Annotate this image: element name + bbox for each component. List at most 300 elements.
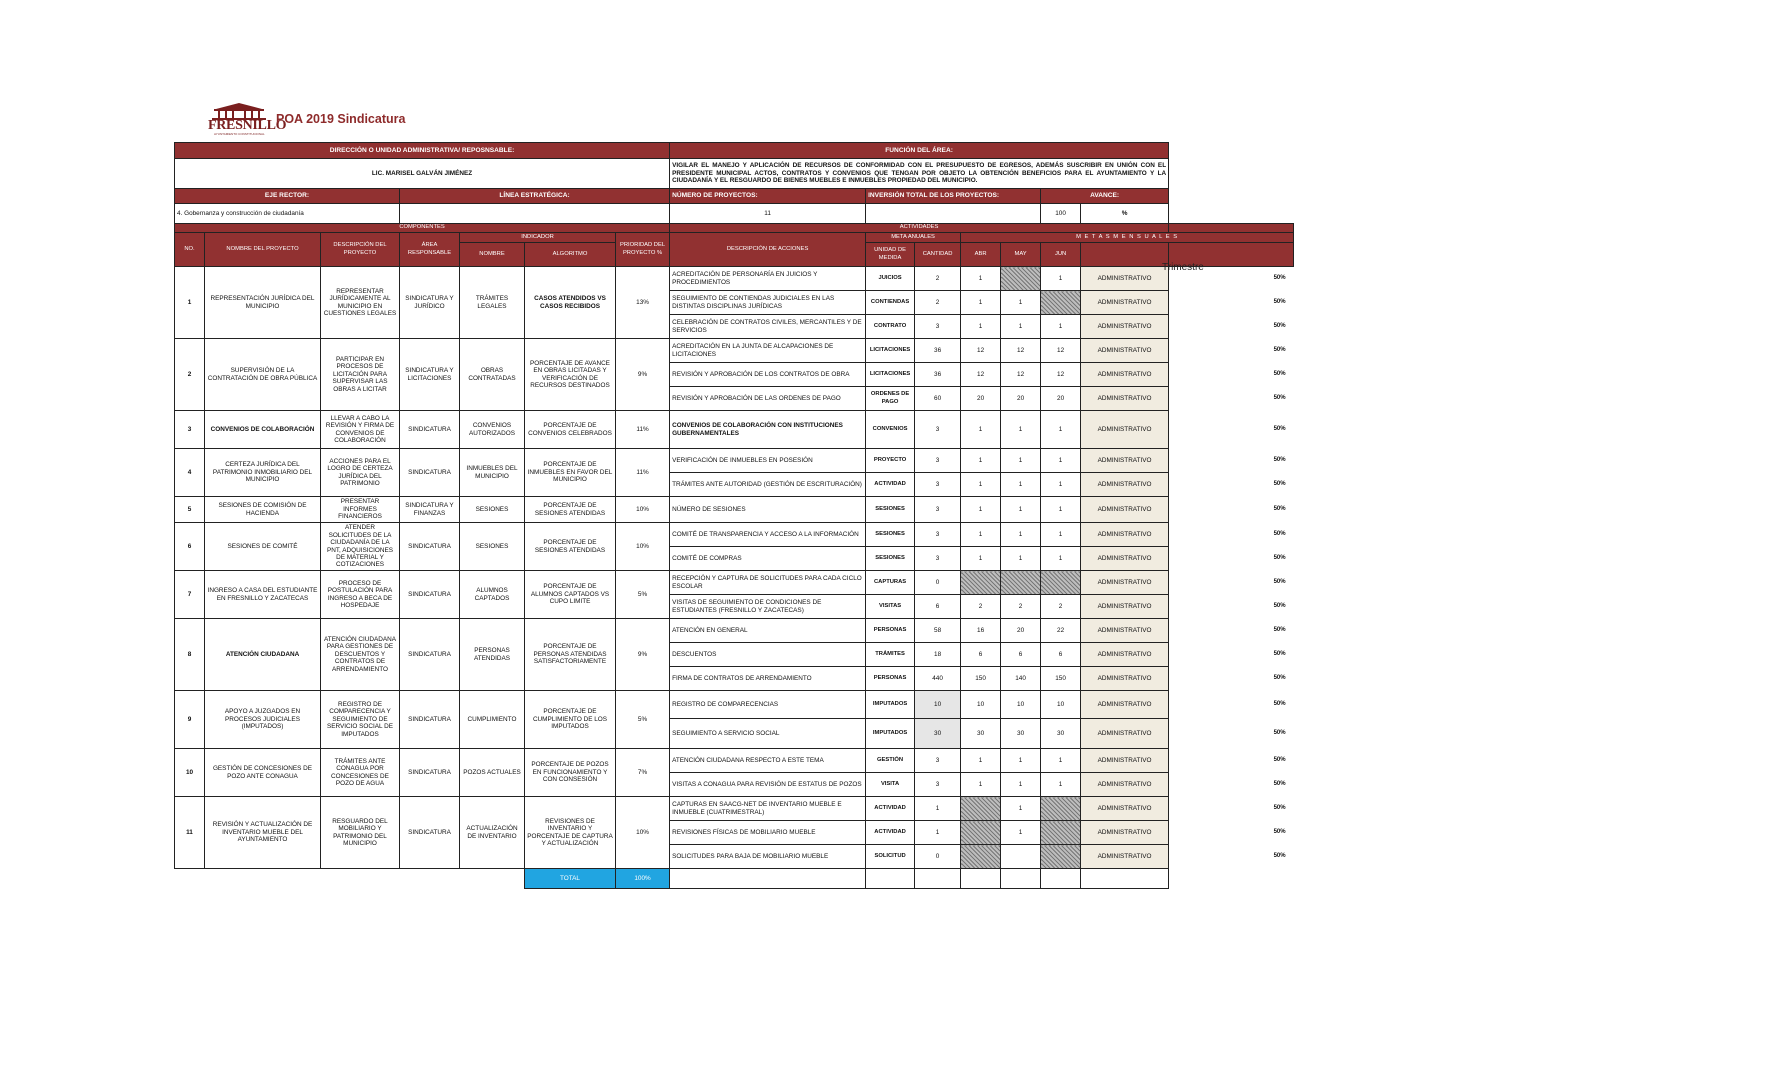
- month-abr: 2: [961, 595, 1001, 619]
- action-unit: PROYECTO: [866, 449, 915, 473]
- action-percent: [1169, 449, 1294, 473]
- project-area: SINDICATURA: [400, 411, 460, 449]
- action-percent: [1169, 691, 1294, 719]
- project-description: REGISTRO DE COMPARECENCIA Y SEGUIMIENTO DE SERVICIO SOCIAL DE IMPUTADOS: [321, 691, 400, 749]
- action-responsible: ADMINISTRATIVO: [1081, 719, 1169, 749]
- month-may: 1: [1001, 749, 1041, 773]
- action-percent: [1169, 667, 1294, 691]
- project-no: 10: [175, 749, 205, 797]
- action-unit: CONVENIOS: [866, 411, 915, 449]
- action-quantity: 3: [915, 523, 961, 547]
- project-description: PROCESO DE POSTULACIÓN PARA INGRESO A BECA DE HOSPEDAJE: [321, 571, 400, 619]
- num-proy-value: 11: [670, 204, 866, 224]
- project-description: RESGUARDO DEL MOBILIARIO Y PATRIMONIO DEL MUNICIPIO: [321, 797, 400, 869]
- action-unit: JUICIOS: [866, 267, 915, 291]
- action-quantity: 10: [915, 691, 961, 719]
- eje-label: EJE RECTOR:: [175, 189, 400, 204]
- month-may: 1: [1001, 411, 1041, 449]
- action-percent: [1169, 339, 1294, 363]
- indicator-algorithm: REVISIONES DE INVENTARIO Y PORCENTAJE DE CAPTURA Y ACTUALIZACIÓN: [525, 797, 616, 869]
- action-quantity: 30: [915, 719, 961, 749]
- action-description: REVISIÓN Y APROBACIÓN DE LAS ORDENES DE PAGO: [670, 387, 866, 411]
- action-percent: [1169, 749, 1294, 773]
- action-unit: SESIONES: [866, 547, 915, 571]
- project-area: SINDICATURA: [400, 449, 460, 497]
- action-description: REVISIONES FÍSICAS DE MOBILIARIO MUEBLE: [670, 821, 866, 845]
- action-responsible: ADMINISTRATIVO: [1081, 797, 1169, 821]
- avance-unit: %: [1081, 204, 1169, 224]
- action-responsible: ADMINISTRATIVO: [1081, 595, 1169, 619]
- action-responsible: ADMINISTRATIVO: [1081, 643, 1169, 667]
- action-percent-value: 50%: [1273, 828, 1286, 835]
- month-abr: 150: [961, 667, 1001, 691]
- action-description: CELEBRACIÓN DE CONTRATOS CIVILES, MERCANTILES Y DE SERVICIOS: [670, 315, 866, 339]
- action-description: ATENCIÓN CIUDADANA RESPECTO A ESTE TEMA: [670, 749, 866, 773]
- indicator-name: CUMPLIMIENTO: [460, 691, 525, 749]
- action-responsible: ADMINISTRATIVO: [1081, 363, 1169, 387]
- table-row: [175, 523, 1294, 547]
- month-abr: 1: [961, 267, 1001, 291]
- project-name: CONVENIOS DE COLABORACIÓN: [205, 411, 321, 449]
- indicator-name: PERSONAS ATENDIDAS: [460, 619, 525, 691]
- project-area: SINDICATURA Y LICITACIONES: [400, 339, 460, 411]
- action-unit: LICITACIONES: [866, 339, 915, 363]
- project-name: SESIONES DE COMISIÓN DE HACIENDA: [205, 497, 321, 523]
- action-percent-value: 50%: [1273, 674, 1286, 681]
- month-jun: 22: [1041, 619, 1081, 643]
- table-row: [175, 411, 1294, 449]
- month-jun: 12: [1041, 363, 1081, 387]
- col-abr: ABR: [961, 243, 1001, 267]
- indicator-algorithm: PORCENTAJE DE AVANCE EN OBRAS LICITADAS Y VERIFICACIÓN DE RECURSOS DESTINADOS: [525, 339, 616, 411]
- funcion-text: VIGILAR EL MANEJO Y APLICACIÓN DE RECURSOS DE CONFORMIDAD CON EL PRESUPUESTO DE EGRESOS, ADEMÁS SUSCRIBIR EN UNIÓN CON EL PRESIDENTE MUNICIPAL ACTOS, CONTRATOS Y CONVENIOS QUE TENGAN POR OBJETO LA OBTENCIÓN BENEFICIOS PARA EL AYUNTAMIENTO Y LA CIUDADANÍA Y EL RESGUARDO DE BIENES MUEBLES E INMUEBLES PROPIEDAD DEL MUNICIPIO.: [670, 159, 1169, 189]
- fresnillo-logo: [208, 102, 287, 136]
- action-description: VERIFICACIÓN DE INMUEBLES EN POSESIÓN: [670, 449, 866, 473]
- eje-value: 4. Gobernanza y construcción de ciudadanía: [175, 204, 400, 224]
- project-priority: 9%: [616, 619, 670, 691]
- action-percent: [1169, 473, 1294, 497]
- action-unit: ORDENES DE PAGO: [866, 387, 915, 411]
- month-may: 6: [1001, 643, 1041, 667]
- project-name: SUPERVISIÓN DE LA CONTRATACIÓN DE OBRA PÚBLICA: [205, 339, 321, 411]
- month-may: [1001, 845, 1041, 869]
- project-area: SINDICATURA: [400, 749, 460, 797]
- action-quantity: 0: [915, 845, 961, 869]
- month-may: 1: [1001, 773, 1041, 797]
- month-abr: 1: [961, 547, 1001, 571]
- action-percent: [1169, 619, 1294, 643]
- action-quantity: 1: [915, 821, 961, 845]
- table-row: [175, 797, 1294, 821]
- month-abr: 1: [961, 749, 1001, 773]
- action-percent: [1169, 643, 1294, 667]
- month-abr: 12: [961, 363, 1001, 387]
- month-may: 1: [1001, 523, 1041, 547]
- month-abr: 1: [961, 315, 1001, 339]
- action-percent-value: 50%: [1273, 804, 1286, 811]
- indicator-algorithm: PORCENTAJE DE INMUEBLES EN FAVOR DEL MUNICIPIO: [525, 449, 616, 497]
- action-quantity: 3: [915, 473, 961, 497]
- action-quantity: 3: [915, 411, 961, 449]
- indicator-algorithm: PORCENTAJE DE SESIONES ATENDIDAS: [525, 523, 616, 571]
- month-may: 10: [1001, 691, 1041, 719]
- action-unit: ACTIVIDAD: [866, 821, 915, 845]
- action-percent-value: 50%: [1273, 298, 1286, 305]
- month-abr: 1: [961, 411, 1001, 449]
- indicator-name: SESIONES: [460, 523, 525, 571]
- project-no: 5: [175, 497, 205, 523]
- action-description: CONVENIOS DE COLABORACIÓN CON INSTITUCIONES GUBERNAMENTALES: [670, 411, 866, 449]
- project-name: INGRESO A CASA DEL ESTUDIANTE EN FRESNILLO Y ZACATECAS: [205, 571, 321, 619]
- month-abr: 10: [961, 691, 1001, 719]
- month-may: 1: [1001, 473, 1041, 497]
- project-priority: 9%: [616, 339, 670, 411]
- action-percent: [1169, 571, 1294, 595]
- col-algoritmo: ALGORITMO: [525, 243, 616, 267]
- avance-value: 100: [1041, 204, 1081, 224]
- month-jun: 1: [1041, 411, 1081, 449]
- action-responsible: ADMINISTRATIVO: [1081, 267, 1169, 291]
- action-unit: LICITACIONES: [866, 363, 915, 387]
- project-description: ATENCIÓN CIUDADANA PARA GESTIONES DE DESCUENTOS Y CONTRATOS DE ARRENDAMIENTO: [321, 619, 400, 691]
- action-description: SEGUIMIENTO DE CONTIENDAS JUDICIALES EN LAS DISTINTAS DISCIPLINAS JURÍDICAS: [670, 291, 866, 315]
- table-row: [175, 267, 1294, 291]
- project-description: ACCIONES PARA EL LOGRO DE CERTEZA JURÍDICA DEL PATRIMONIO: [321, 449, 400, 497]
- action-description: NÚMERO DE SESIONES: [670, 497, 866, 523]
- col-descripcion: DESCRIPCIÓN DEL PROYECTO: [321, 233, 400, 267]
- project-area: SINDICATURA: [400, 523, 460, 571]
- month-jun: [1041, 571, 1081, 595]
- month-may: [1001, 267, 1041, 291]
- action-percent-value: 50%: [1273, 852, 1286, 859]
- action-description: ATENCIÓN EN GENERAL: [670, 619, 866, 643]
- project-area: SINDICATURA Y FINANZAS: [400, 497, 460, 523]
- total-label: TOTAL: [525, 869, 616, 889]
- project-area: SINDICATURA: [400, 691, 460, 749]
- action-percent-value: 50%: [1273, 554, 1286, 561]
- action-quantity: 3: [915, 749, 961, 773]
- action-responsible: ADMINISTRATIVO: [1081, 291, 1169, 315]
- action-unit: ACTIVIDAD: [866, 473, 915, 497]
- month-may: 1: [1001, 291, 1041, 315]
- document-title: POA 2019 Sindicatura: [276, 112, 406, 126]
- indicator-algorithm: PORCENTAJE DE PERSONAS ATENDIDAS SATISFACTORIAMENTE: [525, 619, 616, 691]
- month-abr: 1: [961, 523, 1001, 547]
- action-percent: [1169, 595, 1294, 619]
- indicator-name: SESIONES: [460, 497, 525, 523]
- col-unidad: UNIDAD DE MEDIDA: [866, 243, 915, 267]
- project-no: 8: [175, 619, 205, 691]
- month-abr: 1: [961, 449, 1001, 473]
- action-responsible: ADMINISTRATIVO: [1081, 667, 1169, 691]
- project-description: REPRESENTAR JURÍDICAMENTE AL MUNICIPIO EN CUESTIONES LEGALES: [321, 267, 400, 339]
- month-abr: [961, 845, 1001, 869]
- action-percent: [1169, 773, 1294, 797]
- month-abr: 1: [961, 473, 1001, 497]
- action-unit: SOLICITUD: [866, 845, 915, 869]
- month-may: 1: [1001, 497, 1041, 523]
- action-description: SEGUIMIENTO A SERVICIO SOCIAL: [670, 719, 866, 749]
- project-name: GESTIÓN DE CONCESIONES DE POZO ANTE CONAGUA: [205, 749, 321, 797]
- componentes-label: COMPONENTES: [175, 224, 670, 233]
- responsable-name: LIC. MARISEL GALVÁN JIMÉNEZ: [175, 159, 670, 189]
- project-description: LLEVAR A CABO LA REVISIÓN Y FIRMA DE CONVENIOS DE COLABORACIÓN: [321, 411, 400, 449]
- month-jun: [1041, 845, 1081, 869]
- indicator-name: POZOS ACTUALES: [460, 749, 525, 797]
- indicator-algorithm: PORCENTAJE DE SESIONES ATENDIDAS: [525, 497, 616, 523]
- project-description: TRÁMITES ANTE CONAGUA POR CONCESIONES DE POZO DE AGUA: [321, 749, 400, 797]
- col-desc-acciones: DESCRIPCIÓN DE ACCIONES: [670, 233, 866, 267]
- project-name: ATENCIÓN CIUDADANA: [205, 619, 321, 691]
- project-no: 3: [175, 411, 205, 449]
- action-unit: PERSONAS: [866, 667, 915, 691]
- action-description: REGISTRO DE COMPARECENCIAS: [670, 691, 866, 719]
- indicator-algorithm: PORCENTAJE DE CUMPLIMIENTO DE LOS IMPUTADOS: [525, 691, 616, 749]
- action-unit: VISITA: [866, 773, 915, 797]
- action-quantity: 3: [915, 497, 961, 523]
- month-may: 1: [1001, 449, 1041, 473]
- action-description: TRÁMITES ANTE AUTORIDAD (GESTIÓN DE ESCRITURACIÓN): [670, 473, 866, 497]
- action-percent-value: 50%: [1273, 530, 1286, 537]
- project-priority: 11%: [616, 411, 670, 449]
- project-name: APOYO A JUZGADOS EN PROCESOS JUDICIALES (IMPUTADOS): [205, 691, 321, 749]
- month-abr: 6: [961, 643, 1001, 667]
- action-percent-value: 50%: [1273, 578, 1286, 585]
- indicator-name: ALUMNOS CAPTADOS: [460, 571, 525, 619]
- table-row: [175, 449, 1294, 473]
- project-no: 2: [175, 339, 205, 411]
- project-name: REVISIÓN Y ACTUALIZACIÓN DE INVENTARIO MUEBLE DEL AYUNTAMIENTO: [205, 797, 321, 869]
- project-description: PARTICIPAR EN PROCESOS DE LICITACIÓN PARA SUPERVISAR LAS OBRAS A LICITAR: [321, 339, 400, 411]
- table-row: [175, 691, 1294, 719]
- action-description: REVISIÓN Y APROBACIÓN DE LOS CONTRATOS DE OBRA: [670, 363, 866, 387]
- action-percent: [1169, 291, 1294, 315]
- action-description: CAPTURAS EN SAACG-NET DE INVENTARIO MUEBLE E INMUEBLE (CUATRIMESTRAL): [670, 797, 866, 821]
- action-percent: [1169, 497, 1294, 523]
- col-area: ÁREA RESPONSABLE: [400, 233, 460, 267]
- action-percent: [1169, 523, 1294, 547]
- total-row: [175, 869, 1294, 889]
- action-quantity: 3: [915, 315, 961, 339]
- project-no: 1: [175, 267, 205, 339]
- month-jun: 1: [1041, 749, 1081, 773]
- month-abr: 1: [961, 497, 1001, 523]
- col-metas-mensuales: M E T A S M E N S U A L E S: [961, 233, 1294, 243]
- action-responsible: ADMINISTRATIVO: [1081, 773, 1169, 797]
- month-jun: 6: [1041, 643, 1081, 667]
- action-quantity: 2: [915, 267, 961, 291]
- col-prioridad: PRIORIDAD DEL PROYECTO %: [616, 233, 670, 267]
- month-jun: 1: [1041, 773, 1081, 797]
- project-description: PRESENTAR INFORMES FINANCIEROS: [321, 497, 400, 523]
- action-description: FIRMA DE CONTRATOS DE ARRENDAMIENTO: [670, 667, 866, 691]
- action-description: COMITÉ DE COMPRAS: [670, 547, 866, 571]
- month-jun: 1: [1041, 497, 1081, 523]
- action-description: COMITÉ DE TRANSPARENCIA Y ACCESO A LA INFORMACIÓN: [670, 523, 866, 547]
- month-may: 12: [1001, 363, 1041, 387]
- action-percent: [1169, 363, 1294, 387]
- project-area: SINDICATURA: [400, 797, 460, 869]
- table-row: [175, 339, 1294, 363]
- col-nombre: NOMBRE DEL PROYECTO: [205, 233, 321, 267]
- inversion-value: [866, 204, 1041, 224]
- project-priority: 10%: [616, 497, 670, 523]
- action-unit: IMPUTADOS: [866, 691, 915, 719]
- project-area: SINDICATURA: [400, 619, 460, 691]
- avance-label: AVANCE:: [1041, 189, 1169, 204]
- num-proy-label: NÚMERO DE PROYECTOS:: [670, 189, 866, 204]
- action-percent-value: 50%: [1273, 480, 1286, 487]
- month-abr: 20: [961, 387, 1001, 411]
- action-responsible: ADMINISTRATIVO: [1081, 619, 1169, 643]
- logo-subtitle: AYUNTAMIENTO CONSTITUCIONAL: [214, 132, 265, 136]
- month-may: 20: [1001, 619, 1041, 643]
- project-priority: 7%: [616, 749, 670, 797]
- action-percent-value: 50%: [1273, 602, 1286, 609]
- month-may: 20: [1001, 387, 1041, 411]
- action-percent: [1169, 797, 1294, 821]
- action-description: DESCUENTOS: [670, 643, 866, 667]
- action-quantity: 36: [915, 363, 961, 387]
- action-responsible: ADMINISTRATIVO: [1081, 387, 1169, 411]
- action-percent-value: 50%: [1273, 505, 1286, 512]
- project-description: ATENDER SOLICITUDES DE LA CIUDADANÍA DE LA PNT, ADQUISICIONES DE MATERIAL Y COTIZACIONES: [321, 523, 400, 571]
- action-quantity: 36: [915, 339, 961, 363]
- action-percent-value: 50%: [1273, 626, 1286, 633]
- project-name: SESIONES DE COMITÉ: [205, 523, 321, 571]
- month-abr: 12: [961, 339, 1001, 363]
- action-responsible: ADMINISTRATIVO: [1081, 497, 1169, 523]
- month-jun: 10: [1041, 691, 1081, 719]
- linea-label: LÍNEA ESTRATÉGICA:: [400, 189, 670, 204]
- month-may: 1: [1001, 797, 1041, 821]
- month-abr: [961, 821, 1001, 845]
- project-no: 9: [175, 691, 205, 749]
- project-no: 11: [175, 797, 205, 869]
- project-area: SINDICATURA: [400, 571, 460, 619]
- total-value: 100%: [616, 869, 670, 889]
- project-priority: 10%: [616, 523, 670, 571]
- month-abr: 1: [961, 291, 1001, 315]
- indicator-name: INMUEBLES DEL MUNICIPIO: [460, 449, 525, 497]
- project-priority: 10%: [616, 797, 670, 869]
- action-responsible: ADMINISTRATIVO: [1081, 315, 1169, 339]
- action-unit: CONTIENDAS: [866, 291, 915, 315]
- month-jun: 1: [1041, 315, 1081, 339]
- action-description: RECEPCIÓN Y CAPTURA DE SOLICITUDES PARA CADA CICLO ESCOLAR: [670, 571, 866, 595]
- action-responsible: ADMINISTRATIVO: [1081, 547, 1169, 571]
- action-percent-value: 50%: [1273, 425, 1286, 432]
- project-priority: 13%: [616, 267, 670, 339]
- action-percent: [1169, 547, 1294, 571]
- funcion-label: FUNCIÓN DEL ÁREA:: [670, 143, 1169, 159]
- project-no: 6: [175, 523, 205, 571]
- action-quantity: 2: [915, 291, 961, 315]
- action-unit: TRÁMITES: [866, 643, 915, 667]
- project-name: REPRESENTACIÓN JURÍDICA DEL MUNICIPIO: [205, 267, 321, 339]
- action-responsible: ADMINISTRATIVO: [1081, 449, 1169, 473]
- action-percent: [1169, 845, 1294, 869]
- direccion-label: DIRECCIÓN O UNIDAD ADMINISTRATIVA/ REPOSNSABLE:: [175, 143, 670, 159]
- indicator-name: TRÁMITES LEGALES: [460, 267, 525, 339]
- trimestre-label: Trimestre: [1162, 262, 1204, 273]
- month-jun: 1: [1041, 523, 1081, 547]
- table-row: [175, 619, 1294, 643]
- month-jun: 150: [1041, 667, 1081, 691]
- action-responsible: ADMINISTRATIVO: [1081, 523, 1169, 547]
- action-percent-value: 50%: [1273, 346, 1286, 353]
- action-description: SOLICITUDES PARA BAJA DE MOBILIARIO MUEBLE: [670, 845, 866, 869]
- col-cantidad: CANTIDAD: [915, 243, 961, 267]
- action-quantity: 0: [915, 571, 961, 595]
- month-jun: [1041, 797, 1081, 821]
- project-no: 7: [175, 571, 205, 619]
- project-priority: 5%: [616, 571, 670, 619]
- indicator-algorithm: PORCENTAJE DE CONVENIOS CELEBRADOS: [525, 411, 616, 449]
- month-may: 2: [1001, 595, 1041, 619]
- actividades-label: ACTIVIDADES: [670, 224, 1169, 233]
- action-quantity: 3: [915, 449, 961, 473]
- indicator-name: CONVENIOS AUTORIZADOS: [460, 411, 525, 449]
- month-abr: 1: [961, 773, 1001, 797]
- col-indicador: INDICADOR: [460, 233, 616, 243]
- logo-text: FRESNILLO: [208, 118, 287, 133]
- action-percent-value: 50%: [1273, 275, 1286, 282]
- poa-table: [174, 142, 1294, 889]
- action-responsible: ADMINISTRATIVO: [1081, 339, 1169, 363]
- month-jun: [1041, 821, 1081, 845]
- action-percent-value: 50%: [1273, 756, 1286, 763]
- action-percent: [1169, 411, 1294, 449]
- indicator-algorithm: CASOS ATENDIDOS VS CASOS RECIBIDOS: [525, 267, 616, 339]
- month-jun: 2: [1041, 595, 1081, 619]
- action-percent: [1169, 719, 1294, 749]
- month-may: 12: [1001, 339, 1041, 363]
- inversion-label: INVERSIÓN TOTAL DE LOS PROYECTOS:: [866, 189, 1041, 204]
- col-meta-anual: META ANUALES: [866, 233, 961, 243]
- project-name: CERTEZA JURÍDICA DEL PATRIMONIO INMOBILIARIO DEL MUNICIPIO: [205, 449, 321, 497]
- action-percent: [1169, 821, 1294, 845]
- action-percent-value: 50%: [1273, 729, 1286, 736]
- month-jun: 1: [1041, 473, 1081, 497]
- project-priority: 11%: [616, 449, 670, 497]
- action-quantity: 18: [915, 643, 961, 667]
- action-description: ACREDITACIÓN EN LA JUNTA DE ALCAPACIONES DE LICITACIONES: [670, 339, 866, 363]
- table-row: [175, 497, 1294, 523]
- month-jun: 1: [1041, 449, 1081, 473]
- col-ind-nombre: NOMBRE: [460, 243, 525, 267]
- indicator-name: OBRAS CONTRATADAS: [460, 339, 525, 411]
- action-percent-value: 50%: [1273, 780, 1286, 787]
- action-unit: SESIONES: [866, 497, 915, 523]
- month-may: 140: [1001, 667, 1041, 691]
- action-responsible: ADMINISTRATIVO: [1081, 571, 1169, 595]
- action-percent-value: 50%: [1273, 456, 1286, 463]
- action-responsible: ADMINISTRATIVO: [1081, 821, 1169, 845]
- col-jun: JUN: [1041, 243, 1081, 267]
- indicator-algorithm: PORCENTAJE DE POZOS EN FUNCIONAMIENTO Y CON CONSESIÓN: [525, 749, 616, 797]
- action-unit: PERSONAS: [866, 619, 915, 643]
- action-percent-value: 50%: [1273, 650, 1286, 657]
- action-percent: [1169, 387, 1294, 411]
- month-may: [1001, 571, 1041, 595]
- action-quantity: 440: [915, 667, 961, 691]
- month-jun: 1: [1041, 547, 1081, 571]
- project-priority: 5%: [616, 691, 670, 749]
- month-abr: [961, 797, 1001, 821]
- month-jun: 12: [1041, 339, 1081, 363]
- action-percent-value: 50%: [1273, 370, 1286, 377]
